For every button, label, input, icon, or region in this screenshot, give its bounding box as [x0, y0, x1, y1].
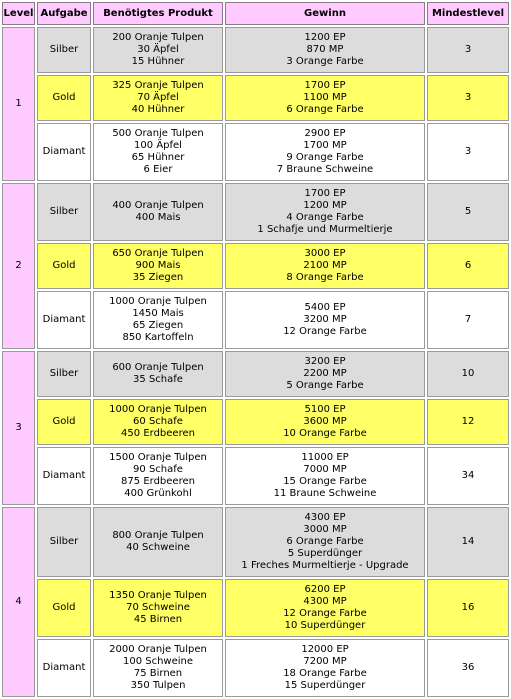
- produkt-line: 1000 Oranje Tulpen: [109, 404, 207, 415]
- gewinn-cell: [225, 507, 425, 577]
- table-row: [2, 75, 509, 121]
- produkt-cell: [93, 351, 223, 397]
- gewinn-line: 870 MP: [306, 44, 344, 55]
- aufgabe-cell: Gold: [37, 579, 91, 637]
- produkt-cell: [93, 507, 223, 577]
- gewinn-line: 5400 EP: [304, 302, 346, 313]
- gewinn-line: 3200 MP: [303, 314, 347, 325]
- table-row: [2, 183, 509, 241]
- gewinn-line: 1 Schafje und Murmeltierje: [257, 224, 393, 235]
- produkt-line: 40 Hühner: [131, 104, 185, 115]
- gewinn-line: 3200 EP: [304, 356, 346, 367]
- produkt-line: 650 Oranje Tulpen: [112, 248, 204, 259]
- produkt-cell: [93, 639, 223, 697]
- gewinn-cell: [225, 447, 425, 505]
- produkt-line: 45 Birnen: [133, 614, 183, 625]
- aufgabe-cell: Gold: [37, 75, 91, 121]
- gewinn-cell: [225, 639, 425, 697]
- table-row: [2, 27, 509, 73]
- mindestlevel-cell: 10: [427, 351, 509, 397]
- produkt-line: 400 Mais: [135, 212, 181, 223]
- gewinn-line: 8 Orange Farbe: [286, 272, 364, 283]
- produkt-line: 850 Kartoffeln: [122, 332, 194, 343]
- aufgabe-cell: Diamant: [37, 639, 91, 697]
- table-row: [2, 243, 509, 289]
- mindestlevel-cell: 5: [427, 183, 509, 241]
- produkt-line: 2000 Oranje Tulpen: [109, 644, 207, 655]
- gewinn-cell: [225, 291, 425, 349]
- produkt-line: 500 Oranje Tulpen: [112, 128, 204, 139]
- table-body: [2, 27, 509, 697]
- gewinn-line: 9 Orange Farbe: [286, 152, 364, 163]
- produkt-cell: [93, 579, 223, 637]
- produkt-line: 6 Eier: [143, 164, 173, 175]
- gewinn-cell: [225, 351, 425, 397]
- gewinn-line: 7200 MP: [303, 656, 347, 667]
- gewinn-line: 3000 MP: [303, 524, 347, 535]
- produkt-line: 900 Mais: [135, 260, 181, 271]
- produkt-line: 65 Hühner: [131, 152, 185, 163]
- gewinn-line: 2900 EP: [304, 128, 346, 139]
- mindestlevel-cell: 3: [427, 123, 509, 181]
- gewinn-line: 4300 EP: [304, 512, 346, 523]
- header-row: [2, 2, 509, 25]
- aufgabe-cell: Diamant: [37, 447, 91, 505]
- produkt-line: 60 Schafe: [133, 416, 183, 427]
- gewinn-line: 10 Orange Farbe: [283, 428, 367, 439]
- aufgabe-cell: Gold: [37, 243, 91, 289]
- gewinn-line: 2100 MP: [303, 260, 347, 271]
- produkt-line: 325 Oranje Tulpen: [112, 80, 204, 91]
- produkt-line: 1450 Mais: [132, 308, 184, 319]
- gewinn-line: 6200 EP: [304, 584, 346, 595]
- gewinn-line: 7 Braune Schweine: [276, 164, 374, 175]
- produkt-line: 90 Schafe: [133, 464, 183, 475]
- produkt-cell: [93, 183, 223, 241]
- produkt-line: 65 Ziegen: [132, 320, 184, 331]
- produkt-line: 400 Oranje Tulpen: [112, 200, 204, 211]
- gewinn-line: 10 Superdünger: [284, 620, 366, 631]
- gewinn-line: 12 Orange Farbe: [283, 326, 367, 337]
- produkt-line: 100 Äpfel: [134, 140, 182, 151]
- gewinn-line: 1700 EP: [304, 188, 346, 199]
- table-row: [2, 639, 509, 697]
- produkt-line: 1350 Oranje Tulpen: [109, 590, 207, 601]
- produkt-line: 800 Oranje Tulpen: [112, 530, 204, 541]
- gewinn-line: 11 Braune Schweine: [273, 488, 377, 499]
- produkt-cell: [93, 291, 223, 349]
- level-cell: 2: [2, 183, 35, 349]
- produkt-cell: [93, 447, 223, 505]
- aufgabe-cell: Silber: [37, 351, 91, 397]
- gewinn-line: 18 Orange Farbe: [283, 668, 367, 679]
- produkt-line: 35 Schafe: [133, 374, 183, 385]
- aufgabe-cell: Silber: [37, 183, 91, 241]
- produkt-line: 75 Birnen: [133, 668, 183, 679]
- mindestlevel-cell: 16: [427, 579, 509, 637]
- gewinn-line: 15 Superdünger: [284, 680, 366, 691]
- aufgabe-cell: Silber: [37, 27, 91, 73]
- gewinn-line: 5 Superdünger: [287, 548, 363, 559]
- aufgabe-cell: Diamant: [37, 123, 91, 181]
- produkt-cell: [93, 75, 223, 121]
- gewinn-line: 3600 MP: [303, 416, 347, 427]
- gewinn-line: 1700 EP: [304, 80, 346, 91]
- gewinn-line: 12 Orange Farbe: [283, 608, 367, 619]
- produkt-line: 15 Hühner: [131, 56, 185, 67]
- level-cell: 4: [2, 507, 35, 697]
- level-cell: 3: [2, 351, 35, 505]
- produkt-line: 40 Schweine: [126, 542, 190, 553]
- table-row: [2, 351, 509, 397]
- gewinn-line: 15 Orange Farbe: [283, 476, 367, 487]
- gewinn-line: 1200 EP: [304, 32, 346, 43]
- gewinn-line: 7000 MP: [303, 464, 347, 475]
- mindestlevel-cell: 12: [427, 399, 509, 445]
- produkt-cell: [93, 27, 223, 73]
- gewinn-line: 1 Freches Murmeltierje - Upgrade: [241, 560, 409, 571]
- gewinn-line: 4 Orange Farbe: [286, 212, 364, 223]
- aufgabe-cell: Diamant: [37, 291, 91, 349]
- mindestlevel-cell: 34: [427, 447, 509, 505]
- gewinn-line: 2200 MP: [303, 368, 347, 379]
- produkt-line: 875 Erdbeeren: [121, 476, 195, 487]
- mindestlevel-cell: 3: [427, 27, 509, 73]
- table-row: [2, 579, 509, 637]
- gewinn-line: 1700 MP: [303, 140, 347, 151]
- gewinn-line: 12000 EP: [301, 644, 349, 655]
- mindestlevel-cell: 3: [427, 75, 509, 121]
- gewinn-line: 11000 EP: [301, 452, 349, 463]
- produkt-line: 70 Äpfel: [137, 92, 179, 103]
- table-row: [2, 447, 509, 505]
- produkt-cell: [93, 243, 223, 289]
- header-aufgabe: Aufgabe: [37, 2, 91, 25]
- produkt-line: 100 Schweine: [122, 656, 194, 667]
- gewinn-cell: [225, 75, 425, 121]
- header-mindestlevel: Mindestlevel: [427, 2, 509, 25]
- mindestlevel-cell: 7: [427, 291, 509, 349]
- produkt-line: 600 Oranje Tulpen: [112, 362, 204, 373]
- gewinn-line: 4300 MP: [303, 596, 347, 607]
- produkt-line: 1000 Oranje Tulpen: [109, 296, 207, 307]
- gewinn-line: 6 Orange Farbe: [286, 104, 364, 115]
- gewinn-line: 3000 EP: [304, 248, 346, 259]
- produkt-cell: [93, 399, 223, 445]
- header-gewinn: Gewinn: [225, 2, 425, 25]
- gewinn-line: 5 Orange Farbe: [286, 380, 364, 391]
- gewinn-cell: [225, 579, 425, 637]
- produkt-line: 350 Tulpen: [130, 680, 186, 691]
- gewinn-cell: [225, 183, 425, 241]
- gewinn-line: 3 Orange Farbe: [286, 56, 364, 67]
- table-row: [2, 123, 509, 181]
- gewinn-cell: [225, 123, 425, 181]
- level-cell: 1: [2, 27, 35, 181]
- gewinn-line: 6 Orange Farbe: [286, 536, 364, 547]
- aufgabe-cell: Silber: [37, 507, 91, 577]
- produkt-cell: [93, 123, 223, 181]
- produkt-line: 400 Grünkohl: [124, 488, 192, 499]
- table-row: [2, 291, 509, 349]
- gewinn-cell: [225, 27, 425, 73]
- produkt-line: 1500 Oranje Tulpen: [109, 452, 207, 463]
- gewinn-cell: [225, 243, 425, 289]
- gewinn-cell: [225, 399, 425, 445]
- produkt-line: 450 Erdbeeren: [121, 428, 195, 439]
- gewinn-line: 1100 MP: [303, 92, 347, 103]
- produkt-line: 200 Oranje Tulpen: [112, 32, 204, 43]
- mindestlevel-cell: 14: [427, 507, 509, 577]
- table-row: [2, 399, 509, 445]
- mindestlevel-cell: 36: [427, 639, 509, 697]
- table-row: [2, 507, 509, 577]
- gewinn-line: 1200 MP: [303, 200, 347, 211]
- produkt-line: 30 Äpfel: [137, 44, 179, 55]
- aufgabe-cell: Gold: [37, 399, 91, 445]
- produkt-line: 70 Schweine: [126, 602, 190, 613]
- produkt-line: 35 Ziegen: [132, 272, 184, 283]
- mindestlevel-cell: 6: [427, 243, 509, 289]
- header-produkt: Benötigtes Produkt: [93, 2, 223, 25]
- gewinn-line: 5100 EP: [304, 404, 346, 415]
- header-level: Level: [2, 2, 35, 25]
